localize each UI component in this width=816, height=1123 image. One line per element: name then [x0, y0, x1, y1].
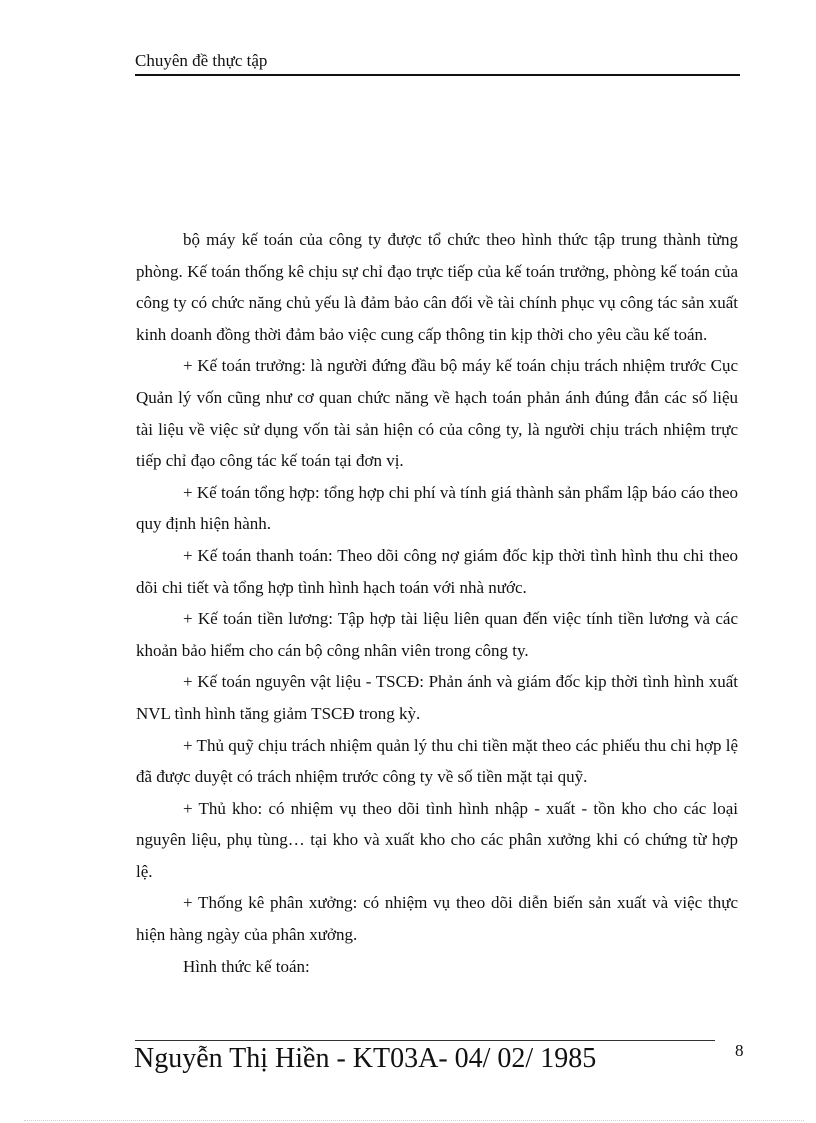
page-number: 8 [735, 1041, 744, 1060]
paragraph-cashier: + Thủ quỹ chịu trách nhiệm quản lý thu chi tiền mặt theo các phiếu thu chi hợp lệ đã được duyệt có trách nhiệm trước công ty về số tiền mặt tại quỹ. [136, 735, 738, 787]
paragraph-payroll-accountant: + Kế toán tiền lương: Tập hợp tài liệu liên quan đến việc tính tiền lương và các khoản bảo hiểm cho cán bộ công nhân viên trong công ty. [136, 609, 738, 660]
paragraph-workshop-statistics: + Thống kê phân xưởng: có nhiệm vụ theo dõi diễn biến sản xuất và việc thực hiện hàng ngày của phân xưởng. [136, 893, 738, 945]
paragraph-chief-accountant: + Kế toán trưởng: là người đứng đầu bộ máy kế toán chịu trách nhiệm trước Cục Quản lý vốn cũng như cơ quan chức năng về hạch toán phản ánh đúng đắn các số liệu tài liệu về việc sử dụng vốn tài sản hiện có của công ty, là người chịu trách nhiệm trực tiếp chỉ đạo công tác kế toán tại đơn vị. [136, 356, 738, 471]
paragraph-general-accountant: + Kế toán tổng hợp: tổng hợp chi phí và tính giá thành sản phẩm lập báo cáo theo quy định hiện hành. [136, 482, 738, 534]
body-text [136, 224, 738, 982]
page-header [135, 50, 740, 76]
paragraph-accounting-form: Hình thức kế toán: [183, 956, 310, 976]
paragraph-warehouse-keeper: + Thủ kho: có nhiệm vụ theo dõi tình hình nhập - xuất - tồn kho cho các loại nguyên liệu, phụ tùng… tại kho và xuất kho cho các phân xưởng khi có chứng từ hợp lệ. [136, 798, 738, 881]
page-bottom-edge [24, 1120, 804, 1121]
header-title: Chuyên đề thực tập [135, 51, 268, 70]
paragraph-accounting-structure: bộ máy kế toán của công ty được tổ chức theo hình thức tập trung thành từng phòng. Kế toán thống kê chịu sự chỉ đạo trực tiếp của kế toán trưởng, phòng kế toán của công ty có chức năng chủ yếu là đảm bảo cân đối về tài chính phục vụ công tác sản xuất kinh doanh đồng thời đảm bảo việc cung cấp thông tin kịp thời cho yêu cầu kế toán. [136, 230, 738, 344]
paragraph-materials-accountant: + Kế toán nguyên vật liệu - TSCĐ: Phản ánh và giám đốc kịp thời tình hình xuất NVL tình hình tăng giảm TSCĐ trong kỳ. [136, 672, 738, 723]
footer-author: Nguyễn Thị Hiền - KT03A- 04/ 02/ 1985 [134, 1043, 597, 1074]
paragraph-payment-accountant: + Kế toán thanh toán: Theo dõi công nợ giám đốc kịp thời tình hình thu chi theo dõi chi tiết và tổng hợp tình hình hạch toán với nhà nước. [136, 545, 738, 597]
